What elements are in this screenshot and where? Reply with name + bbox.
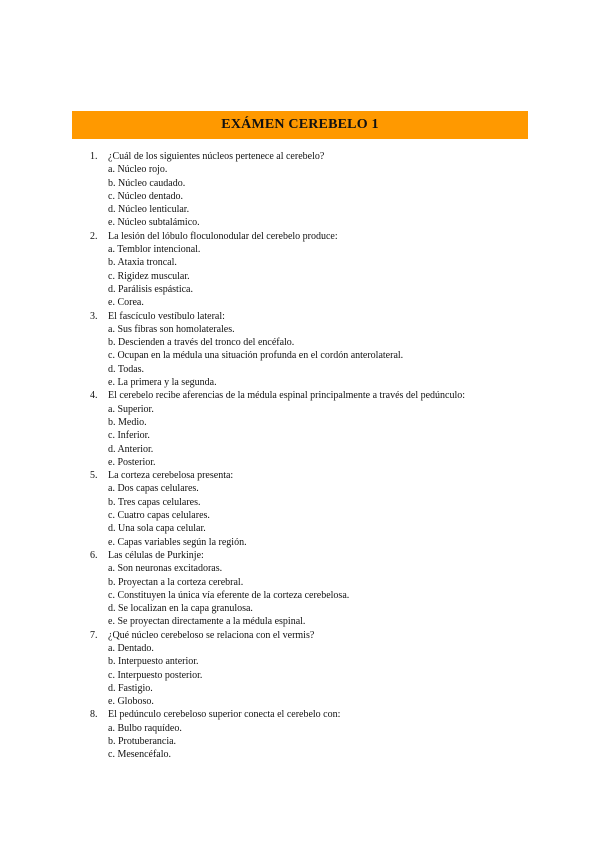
question-text: La lesión del lóbulo floculonodular del cerebelo produce: [108, 230, 338, 242]
question-item [0, 230, 600, 310]
answer-option: d. Todas. [108, 363, 145, 375]
answer-option: d. Anterior. [108, 443, 154, 455]
question-item [0, 708, 600, 761]
answer-option: a. Superior. [108, 403, 154, 415]
question-text: El cerebelo recibe aferencias de la médula espinal principalmente a través del pedúnculo: [108, 390, 466, 402]
question-item [0, 150, 600, 230]
answer-option: c. Interpuesto posterior. [108, 669, 203, 681]
question-text: Las células de Purkinje: [108, 549, 204, 561]
question-number: 1. [90, 151, 98, 162]
answer-option: b. Protuberancia. [108, 736, 177, 748]
answer-option: c. Constituyen la única vía eferente de la corteza cerebelosa. [108, 589, 350, 601]
question-text: El fascículo vestíbulo lateral: [108, 310, 225, 322]
answer-option: e. Corea. [108, 297, 144, 309]
answer-option: b. Interpuesto anterior. [108, 656, 199, 668]
question-line [0, 549, 600, 562]
question-line [0, 708, 600, 721]
question-number: 6. [90, 549, 98, 561]
question-text: ¿Cuál de los siguientes núcleos pertenece al cerebelo? [108, 151, 325, 162]
answer-option: a. Temblor intencional. [108, 244, 201, 256]
answer-option: e. Globoso. [108, 696, 154, 708]
answer-option: d. Una sola capa celular. [108, 523, 206, 535]
answer-option: e. Posterior. [108, 456, 156, 468]
answer-option: c. Rigidez muscular. [108, 270, 190, 282]
answer-option: e. Núcleo subtalámico. [108, 217, 200, 229]
question-item [0, 629, 600, 709]
answer-option: b. Medio. [108, 416, 147, 428]
answer-option: c. Cuatro capas celulares. [108, 510, 210, 522]
question-text: El pedúnculo cerebeloso superior conecta el cerebelo con: [108, 709, 341, 721]
exam-title: EXÁMEN CEREBELO 1 [221, 117, 379, 132]
question-item [0, 549, 600, 629]
answer-option: b. Proyectan a la corteza cerebral. [108, 576, 244, 588]
question-number: 8. [90, 709, 98, 721]
answer-option: b. Tres capas celulares. [108, 496, 201, 508]
question-line [0, 629, 600, 642]
answer-option: c. Núcleo dentado. [108, 190, 183, 202]
question-line [0, 310, 600, 323]
answer-option: a. Núcleo rojo. [108, 164, 168, 176]
question-text: La corteza cerebelosa presenta: [108, 470, 234, 482]
question-number: 2. [90, 230, 98, 242]
answer-option: b. Ataxia troncal. [108, 257, 177, 269]
answer-option: a. Dentado. [108, 642, 154, 654]
question-line [0, 150, 600, 163]
question-item [0, 389, 600, 469]
answer-option: b. Descienden a través del tronco del encéfalo. [108, 337, 295, 349]
answer-option: d. Se localizan en la capa granulosa. [108, 603, 253, 615]
answer-option: b. Núcleo caudado. [108, 177, 186, 189]
answer-option: e. Capas variables según la región. [108, 536, 247, 548]
answer-option: d. Núcleo lenticular. [108, 204, 190, 216]
question-number: 3. [90, 310, 98, 322]
answer-option: e. La primera y la segunda. [108, 377, 217, 389]
question-list [0, 150, 600, 762]
answer-option: c. Inferior. [108, 430, 150, 442]
answer-option: c. Ocupan en la médula una situación profunda en el cordón anterolateral. [108, 350, 404, 362]
answer-option: a. Dos capas celulares. [108, 483, 199, 495]
question-item [0, 469, 600, 549]
answer-option: a. Bulbo raquídeo. [108, 722, 182, 734]
question-line [0, 469, 600, 482]
question-number: 4. [90, 390, 98, 402]
question-line [0, 389, 600, 402]
question-number: 7. [90, 629, 98, 641]
answer-option: a. Sus fibras son homolaterales. [108, 323, 235, 335]
answer-option: d. Fastigio. [108, 682, 153, 694]
answer-option: a. Son neuronas excitadoras. [108, 563, 223, 575]
answer-option: e. Se proyectan directamente a la médula espinal. [108, 616, 306, 628]
question-item [0, 310, 600, 390]
exam-title-bar [72, 111, 528, 139]
question-line [0, 230, 600, 243]
question-text: ¿Qué núcleo cerebeloso se relaciona con el vermis? [108, 629, 315, 641]
question-number: 5. [90, 470, 98, 482]
answer-option: d. Parálisis espástica. [108, 283, 193, 295]
answer-option: c. Mesencéfalo. [108, 749, 172, 761]
